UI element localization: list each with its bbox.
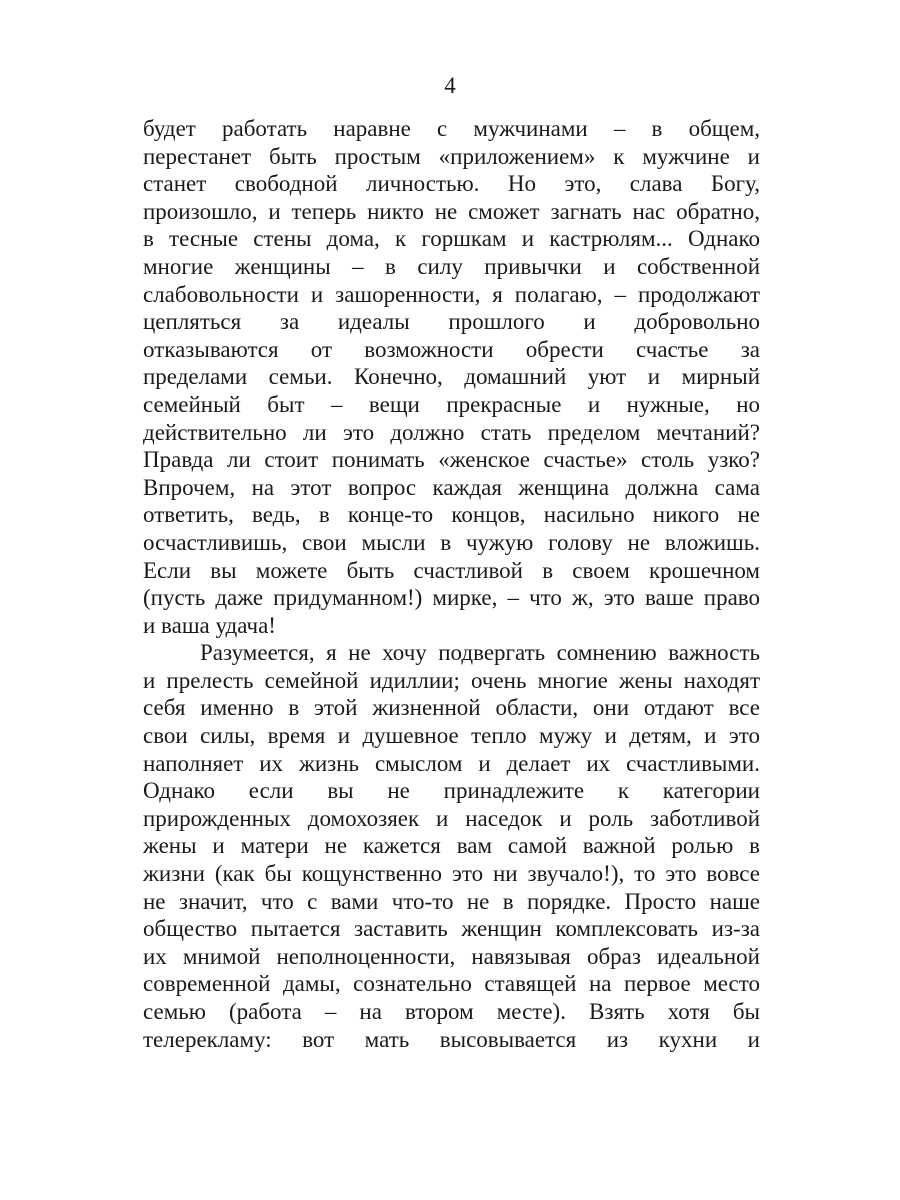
text-line: не значит, что с вами что-то не в порядке. Просто наше [143,888,760,914]
text-line: жены и матери не кажется вам самой важной ролью в [143,833,760,859]
text-line: жизни (как бы кощунственно это ни звучало!), то это вовсе [143,861,760,887]
text-line: Впрочем, на этот вопрос каждая женщина должна сама [143,474,760,500]
paragraph-2 [143,639,760,1053]
text-line: Однако если вы не принадлежите к категории [143,778,760,804]
text-line: (пусть даже придуманном!) мирке, – что ж, это ваше право [143,585,760,611]
text-line: современной дамы, сознательно ставящей на первое место [143,971,760,997]
text-line: Правда ли стоит понимать «женское счастье» столь узко? [143,447,760,473]
text-line: их мнимой неполноценности, навязывая образ идеальной [143,943,760,969]
text-line: и ваша удача! [143,612,276,638]
text-line: в тесные стены дома, к горшкам и кастрюлям... Однако [143,226,760,252]
text-line: будет работать наравне с мужчинами – в общем, [143,116,760,141]
text-line: пределами семьи. Конечно, домашний уют и мирный [143,364,760,390]
text-line: общество пытается заставить женщин комплексовать из-за [143,916,760,942]
text-line: осчастливишь, свои мысли в чужую голову не вложишь. [143,529,760,555]
text-line: перестанет быть простым «приложением» к мужчине и [143,143,760,169]
text-line: себя именно в этой жизненной области, они отдают все [143,695,760,721]
text-line: и прелесть семейной идиллии; очень многие жены находят [143,667,760,693]
page-number: 4 [444,73,456,98]
text-line: прирожденных домохозяек и наседок и роль заботливой [143,805,760,831]
text-line: отказываются от возможности обрести счастье за [143,336,760,362]
text-line: действительно ли это должно стать пределом мечтаний? [143,419,760,445]
text-line: наполняет их жизнь смыслом и делает их счастливыми. [143,750,760,776]
text-line: Разумеется, я не хочу подвергать сомнению важность [200,640,760,666]
text-line: свои силы, время и душевное тепло мужу и детям, и это [143,723,760,749]
paragraph-1 [143,115,760,639]
text-line: семью (работа – на втором месте). Взять хотя бы [143,999,760,1024]
text-line: слабовольности и зашоренности, я полагаю, – продолжают [143,281,760,307]
page-text [143,115,760,1053]
text-line: ответить, ведь, в конце-то концов, насильно никого не [143,502,760,528]
text-line: семейный быт – вещи прекрасные и нужные, но [143,391,760,417]
text-line: произошло, и теперь никто не сможет загнать нас обратно, [143,198,760,224]
text-line: Если вы можете быть счастливой в своем крошечном [143,557,760,583]
text-line: многие женщины – в силу привычки и собственной [143,253,760,279]
text-line: телерекламу: вот мать высовывается из кухни и [143,1026,760,1052]
text-line: цепляться за идеалы прошлого и добровольно [143,309,760,335]
text-line: станет свободной личностью. Но это, слава Богу, [143,171,760,197]
